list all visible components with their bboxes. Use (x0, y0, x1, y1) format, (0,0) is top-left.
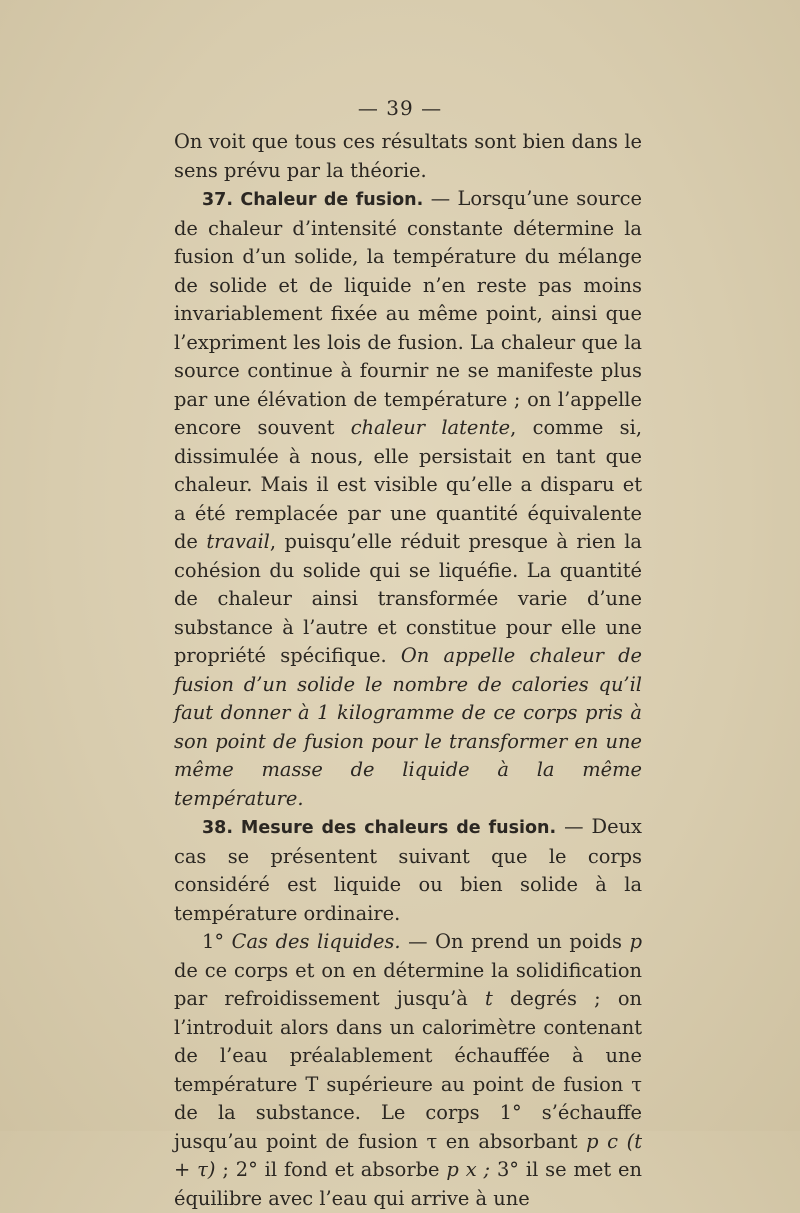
section-37 (174, 185, 642, 813)
section-37-text-2: , comme si, dissimulée à nous, elle persistait en tant que chaleur. Mais il est visible qu’elle a disparu et a été remplacée par une quantité équivalente de (174, 416, 642, 553)
formula-px: p x ; (446, 1158, 491, 1181)
liquides-text-2: de ce corps et on en détermine la solidification par refroidissement jusqu’à (174, 958, 642, 1010)
section-38-text: — Deux cas se présentent suivant que le corps considéré est liquide ou bien solide à la température ordinaire. (174, 815, 642, 925)
intro-text: On voit que tous ces résultats sont bien dans le sens prévu par la théorie. (174, 130, 642, 182)
section-37-text-1: — Lorsqu’une source de chaleur d’intensité constante détermine la fusion d’un solide, la température du mélange de solide et de liquide n’en reste pas moins invariablement fixée au même point, ainsi que l’expriment les lois de fusion. La chaleur que la source continue à fournir ne se manifeste plus par une élévation de température ; on l’appelle encore souvent (174, 187, 642, 439)
section-38 (174, 813, 642, 928)
section-37-heading: 37. Chaleur de fusion. (202, 190, 424, 210)
section-37-text-3: , puisqu’elle réduit presque à rien la cohésion du solide qui se liquéfie. La quantité de chaleur ainsi transformée varie d’une substance à l’autre et constitue pour elle une propriété spécifique. (174, 530, 642, 667)
body-text (174, 128, 642, 1213)
liquides-text-3: degrés ; on l’introduit alors dans un calorimètre contenant de l’eau préalablement échauffée à une température T supérieure au point de fusion τ de la substance. Le corps 1° s’échauffe jusqu’au point de fusion τ en absorbant (174, 987, 642, 1153)
page-number: — 39 — (357, 96, 443, 120)
subheading-cas-des-liquides: Cas des liquides. (231, 930, 401, 953)
liquides-text-1: — On prend un poids (400, 930, 630, 953)
liquides-text-5: 3° il se met en équilibre avec l’eau qui arrive à une (174, 1158, 642, 1210)
section-38-heading: 38. Mesure des chaleurs de fusion. (202, 818, 557, 838)
term-travail: travail (206, 530, 270, 553)
definition-chaleur-de-fusion: On appelle chaleur de fusion d’un solide le nombre de calories qu’il faut donner à 1 kilogramme de ce corps pris à son point de fusion pour le transformer en une même masse de liquide à la même température. (174, 644, 642, 810)
paragraph-intro (174, 128, 642, 185)
formula-pc-t-tau: p c (t + τ) (174, 1129, 642, 1181)
paragraph-liquides (174, 928, 642, 1213)
item-number: 1° (202, 930, 232, 953)
liquides-text-4: ; 2° il fond et absorbe (215, 1158, 447, 1181)
variable-p: p (629, 930, 642, 953)
variable-t: t (485, 987, 493, 1010)
term-chaleur-latente: chaleur latente (350, 416, 511, 439)
